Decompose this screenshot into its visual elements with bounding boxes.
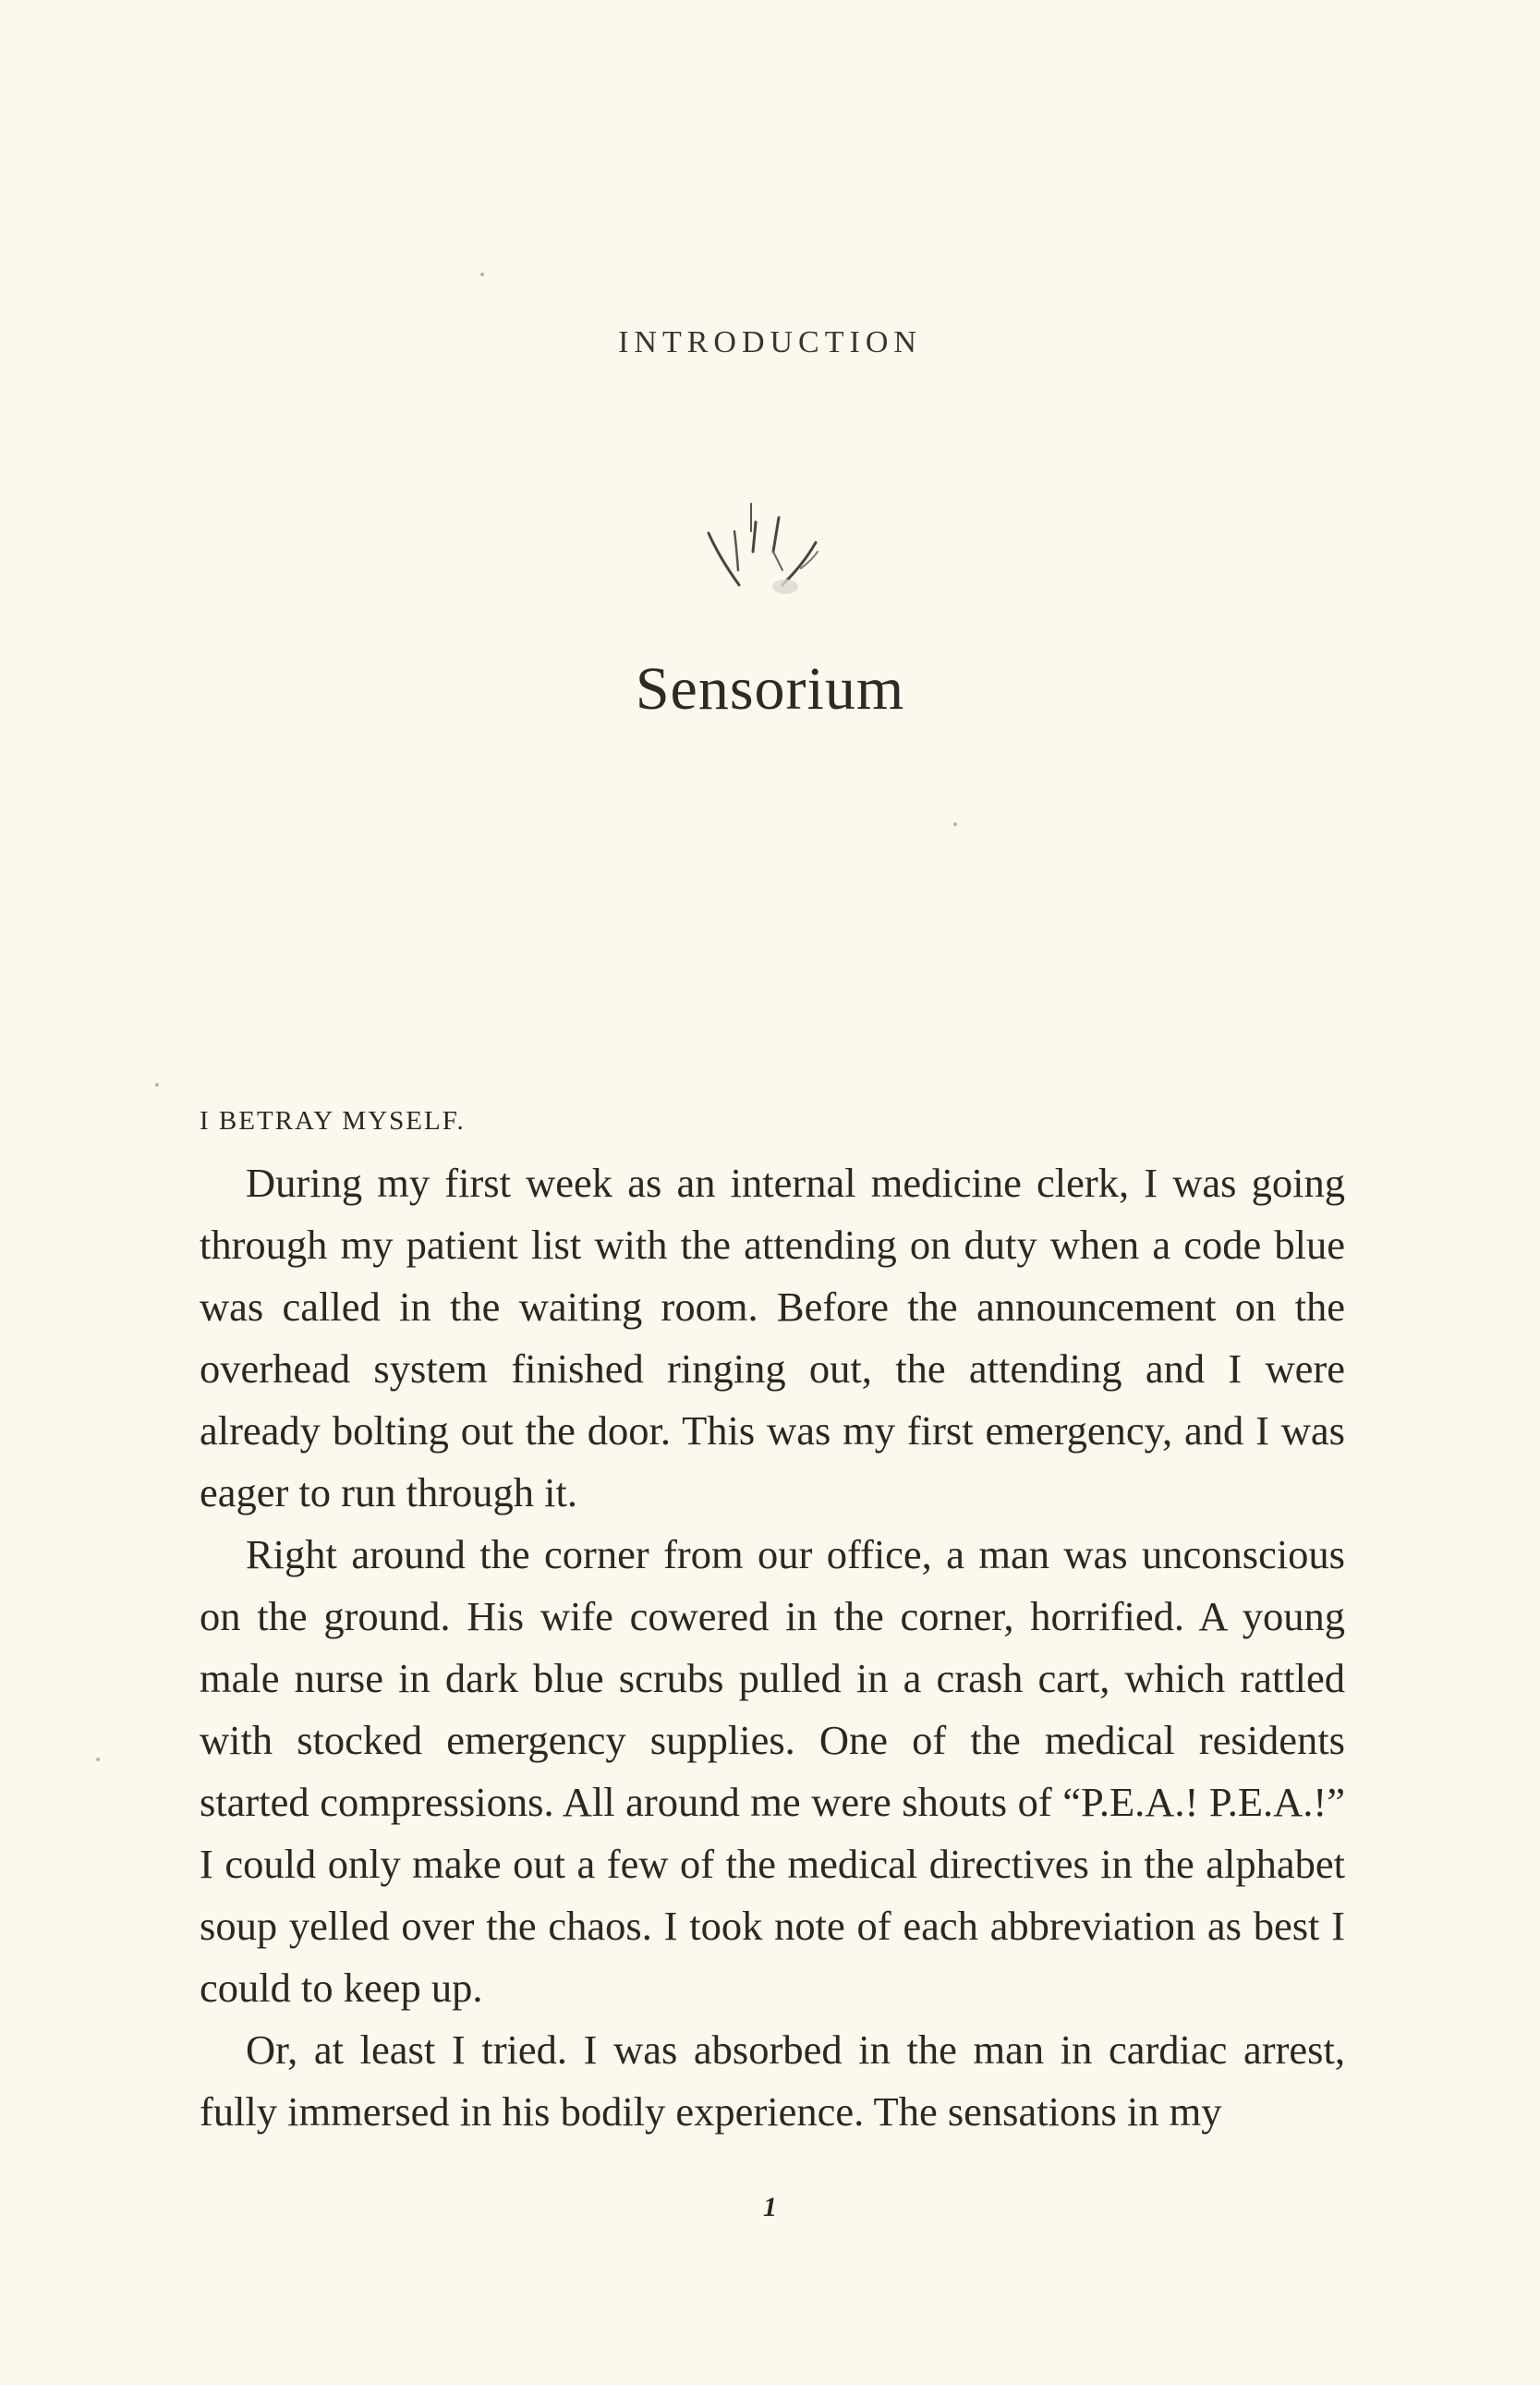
paragraph: Right around the corner from our office, a man was unconscious on the ground. His wife cowered in the corner, horrified. A young male nurse in dark blue scrubs pulled in a crash cart, which rattled with stocked emergency supplies. One of the medical residents started compressions. All around me were shouts of “P.E.A.! P.E.A.!” I could only make out a few of the medical directives in the alphabet soup yelled over the chaos. I took note of each abbreviation as best I could to keep up. — [200, 1531, 1345, 2011]
opening-phrase: I BETRAY MYSELF. — [200, 1106, 466, 1136]
paper-speck — [480, 273, 484, 276]
chapter-title: Sensorium — [635, 655, 905, 723]
section-label: INTRODUCTION — [618, 325, 922, 359]
paragraph: Or, at least I tried. I was absorbed in the man in cardiac arrest, fully immersed in his bodily experience. The sensations in my — [200, 2026, 1345, 2135]
paper-speck — [96, 1758, 100, 1761]
body-text — [200, 1090, 1345, 2143]
page-number: 1 — [763, 2192, 777, 2222]
paragraph: During my first week as an internal medicine clerk, I was going through my patient list with the attending on duty when a code blue was called in the waiting room. Before the announcement on the overhead system finished ringing out, the attending and I were already bolting out the door. This was my first emergency, and I was eager to run through it. — [200, 1160, 1345, 1515]
paper-speck — [155, 1083, 159, 1087]
paper-speck — [953, 822, 957, 826]
hand-icon — [697, 467, 855, 615]
